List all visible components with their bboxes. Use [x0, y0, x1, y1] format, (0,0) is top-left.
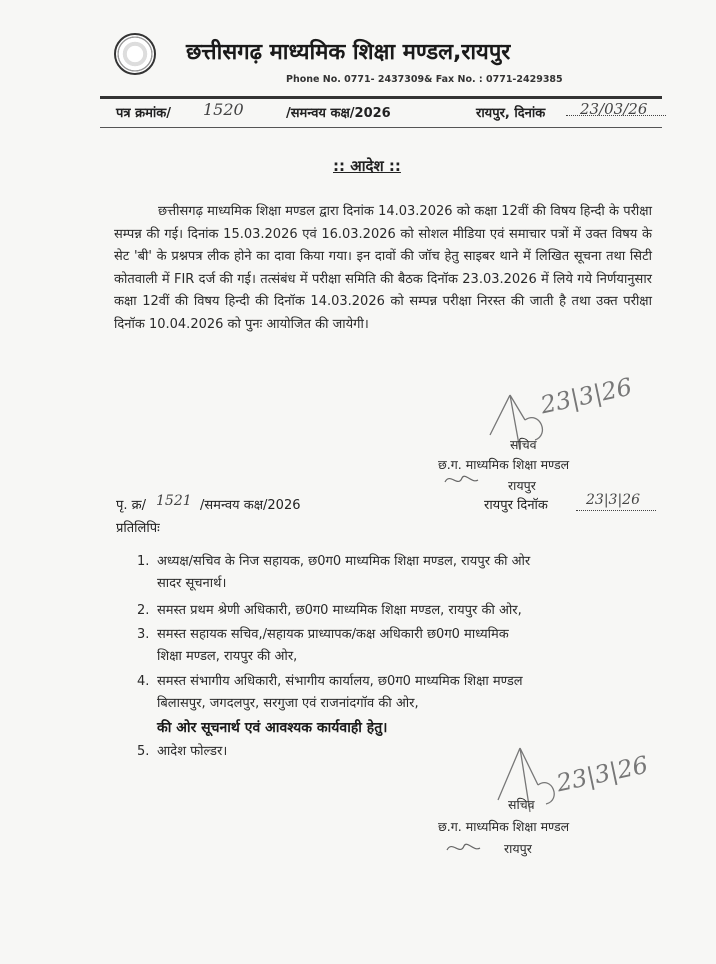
ref-section: /समन्वय कक्ष/2026 [286, 106, 391, 121]
list-item-text: शिक्षा मण्डल, रायपुर की ओर, [157, 649, 298, 664]
initials-1 [440, 470, 480, 490]
signature-1-city: रायपुर [508, 478, 536, 493]
list-item-text: समस्त संभागीय अधिकारी, संभागीय कार्यालय, छ0ग0 माध्यमिक शिक्षा मण्डल [157, 674, 523, 689]
endorsement-label: पृ. क्र/ [116, 498, 147, 513]
list-item [137, 624, 637, 668]
list-item-number: 5. [137, 744, 150, 759]
board-seal-logo [114, 33, 156, 75]
list-item-number: 3. [137, 627, 150, 642]
list-item [137, 671, 637, 715]
list-item-text: समस्त सहायक सचिव,/सहायक प्राध्यापक/कक्ष अधिकारी छ0ग0 माध्यमिक [157, 627, 509, 642]
list-item-number: 2. [137, 603, 150, 618]
copy-label: प्रतिलिपिः [116, 521, 160, 536]
list-item-text: बिलासपुर, जगदलपुर, सरगुजा एवं राजनांदगॉव की ओर, [157, 696, 419, 711]
org-name: छत्तीसगढ़ माध्यमिक शिक्षा मण्डल,रायपुर [186, 40, 511, 65]
signature-1-title: सचिव [510, 437, 537, 452]
signature-2-city: रायपुर [504, 841, 532, 856]
header-rule-top [100, 96, 662, 99]
list-item-number: 4. [137, 674, 150, 689]
ref-number: 1520 [203, 100, 244, 119]
list-item [137, 600, 637, 622]
contact-line: Phone No. 0771- 2437309& Fax No. : 0771-2429385 [286, 74, 563, 85]
header-rule-bottom [100, 127, 662, 128]
endorsement-place-date-label: रायपुर दिनॉक [484, 498, 548, 513]
list-item-number: 1. [137, 554, 150, 569]
endorsement-date-line [576, 510, 656, 511]
ref-place-date-label: रायपुर, दिनांक [476, 106, 546, 121]
signature-2-title: सचिव [508, 797, 535, 812]
copy-list-note: की ओर सूचनार्थ एवं आवश्यक कार्यवाही हेतु। [157, 720, 388, 736]
ref-date: 23/03/26 [580, 100, 648, 118]
order-body: छत्तीसगढ़ माध्यमिक शिक्षा मण्डल द्वारा दिनांक 14.03.2026 को कक्षा 12वीं की विषय हिन्दी के परीक्षा सम्पन्न की गई। दिनांक 15.03.2026 एवं 16.03.2026 को सोशल मीडिया एवं समाचार पत्रों में उक्त विषय के सेट 'बी' के प्रश्नपत्र लीक होने का दावा किया गया। इन दावों की जॉच हेतु साइबर थाने में लिखित सूचना तथा सिटी कोतवाली में FIR दर्ज की गई। तत्संबंध में परीक्षा समिति की बैठक दिनॉक 23.03.2026 में लिये गये निर्णयानुसार कक्षा 12वीं की विषय हिन्दी की दिनॉक 14.03.2026 को सम्पन्न परीक्षा निरस्त की जाती है तथा उक्त परीक्षा दिनॉक 10.04.2026 को पुनः आयोजित की जायेगी। [114, 204, 652, 332]
list-item-text: समस्त प्रथम श्रेणी अधिकारी, छ0ग0 माध्यमिक शिक्षा मण्डल, रायपुर की ओर, [157, 603, 522, 618]
endorsement-date: 23|3|26 [586, 492, 640, 508]
list-item-text: सादर सूचनार्थ। [157, 576, 227, 591]
ref-label: पत्र क्रमांक/ [116, 106, 171, 121]
signature-2-org: छ.ग. माध्यमिक शिक्षा मण्डल [438, 819, 570, 834]
endorsement-number: 1521 [156, 493, 192, 509]
list-item-text: आदेश फोल्डर। [157, 744, 228, 759]
signature-2-date: 23|3|26 [554, 750, 651, 798]
initials-2 [442, 838, 482, 858]
signature-1-org: छ.ग. माध्यमिक शिक्षा मण्डल [438, 457, 570, 472]
endorsement-section: /समन्वय कक्ष/2026 [200, 498, 301, 513]
order-title: :: आदेश :: [333, 157, 401, 175]
list-item [137, 551, 637, 595]
list-item-text: अध्यक्ष/सचिव के निज सहायक, छ0ग0 माध्यमिक शिक्षा मण्डल, रायपुर की ओर [157, 554, 531, 569]
signature-1-date: 23|3|26 [538, 372, 635, 420]
